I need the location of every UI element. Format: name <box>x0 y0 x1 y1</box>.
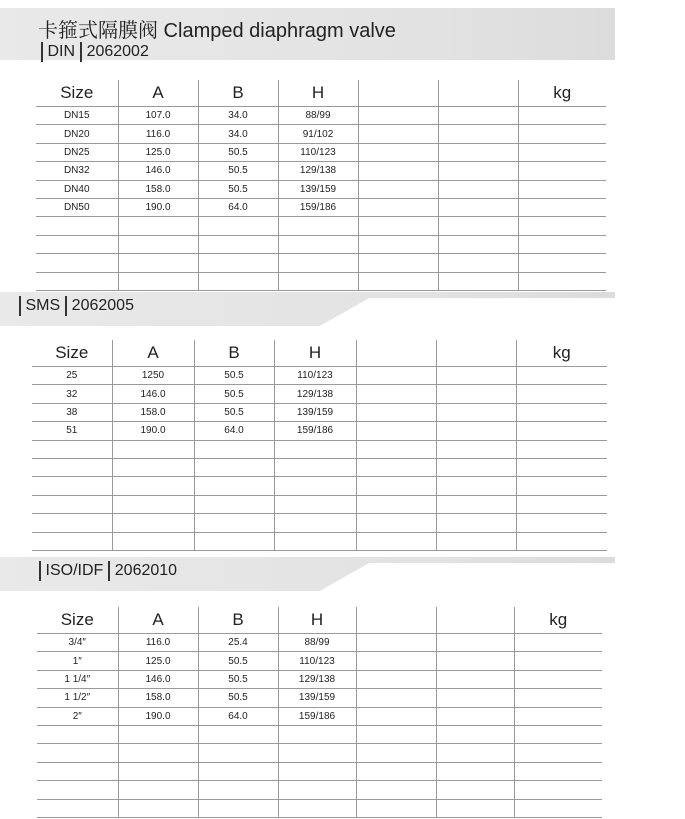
table-cell: 3/4″ <box>37 634 118 652</box>
table-cell: DN20 <box>36 125 118 143</box>
table-cell <box>358 125 438 143</box>
table-cell <box>278 762 356 780</box>
spec-table-sms <box>32 340 607 551</box>
divider <box>80 42 82 62</box>
table-row <box>32 367 607 385</box>
table-cell: DN15 <box>36 107 118 125</box>
divider <box>65 296 67 316</box>
table-cell <box>118 799 198 817</box>
table-cell <box>278 781 356 799</box>
table-row <box>32 403 607 421</box>
section-header-din <box>36 42 149 62</box>
table-cell: 146.0 <box>112 385 194 403</box>
table-row <box>36 254 606 272</box>
column-header: A <box>118 80 198 107</box>
table-cell <box>194 532 274 550</box>
table-cell <box>278 235 358 253</box>
table-cell: 158.0 <box>118 180 198 198</box>
table-cell <box>436 707 514 725</box>
table-cell <box>436 762 514 780</box>
table-cell <box>518 272 606 290</box>
table-row <box>36 143 606 161</box>
column-header <box>356 340 436 367</box>
table-cell <box>356 532 436 550</box>
table-cell <box>358 162 438 180</box>
table-cell <box>438 272 518 290</box>
table-cell <box>356 634 436 652</box>
table-row <box>36 235 606 253</box>
table-cell <box>198 235 278 253</box>
table-cell <box>516 403 607 421</box>
table-cell: 91/102 <box>278 125 358 143</box>
table-cell <box>518 217 606 235</box>
table-cell <box>514 799 602 817</box>
table-cell <box>278 799 356 817</box>
column-header: H <box>274 340 356 367</box>
table-cell <box>356 725 436 743</box>
table-cell: 1″ <box>37 652 118 670</box>
table-cell <box>37 744 118 762</box>
table-cell: DN50 <box>36 198 118 216</box>
table-cell <box>436 422 516 440</box>
column-header: kg <box>518 80 606 107</box>
table-cell <box>356 458 436 476</box>
table-cell: 50.5 <box>198 689 278 707</box>
table-cell: 139/159 <box>274 403 356 421</box>
table-row <box>37 781 602 799</box>
table-row <box>37 670 602 688</box>
divider <box>39 561 41 581</box>
table-cell <box>356 514 436 532</box>
table-cell <box>436 799 514 817</box>
table-cell <box>274 514 356 532</box>
table-cell <box>436 458 516 476</box>
table-cell <box>274 458 356 476</box>
table-row <box>32 477 607 495</box>
standard-label: DIN <box>47 43 76 61</box>
table-cell: 2″ <box>37 707 118 725</box>
table-cell <box>32 532 112 550</box>
table-header-row <box>32 340 607 367</box>
table-cell <box>278 272 358 290</box>
table-row <box>36 198 606 216</box>
table-cell <box>112 532 194 550</box>
table-cell <box>518 180 606 198</box>
table-cell <box>356 477 436 495</box>
table-cell <box>436 670 514 688</box>
table-cell <box>118 272 198 290</box>
table-cell <box>436 495 516 513</box>
table-cell <box>356 670 436 688</box>
table-row <box>37 744 602 762</box>
table-cell <box>438 143 518 161</box>
table-cell <box>518 198 606 216</box>
table-cell: DN32 <box>36 162 118 180</box>
table-cell <box>514 652 602 670</box>
table-header-row <box>37 607 602 634</box>
table-cell <box>436 689 514 707</box>
table-cell <box>436 634 514 652</box>
table-cell <box>356 781 436 799</box>
table-cell: 88/99 <box>278 634 356 652</box>
table-cell <box>274 495 356 513</box>
table-cell <box>356 385 436 403</box>
table-cell <box>438 254 518 272</box>
table-row <box>32 532 607 550</box>
table-cell: 158.0 <box>118 689 198 707</box>
column-header: Size <box>37 607 118 634</box>
table-row <box>32 514 607 532</box>
table-cell <box>37 762 118 780</box>
table-cell <box>358 198 438 216</box>
table-cell <box>518 254 606 272</box>
column-header: H <box>278 607 356 634</box>
table-header-row <box>36 80 606 107</box>
table-cell: 50.5 <box>198 162 278 180</box>
table-cell <box>356 422 436 440</box>
table-row <box>36 125 606 143</box>
table-cell <box>358 254 438 272</box>
table-cell: 139/159 <box>278 180 358 198</box>
table-row <box>32 458 607 476</box>
table-cell <box>36 235 118 253</box>
table-cell: 25 <box>32 367 112 385</box>
table-cell: 159/186 <box>274 422 356 440</box>
table-cell <box>436 403 516 421</box>
table-cell <box>356 744 436 762</box>
table-row <box>37 707 602 725</box>
table-cell <box>118 744 198 762</box>
table-cell: 25.4 <box>198 634 278 652</box>
standard-label: SMS <box>25 297 61 315</box>
table-cell: 159/186 <box>278 198 358 216</box>
table-cell: 125.0 <box>118 652 198 670</box>
column-header: kg <box>514 607 602 634</box>
column-header: B <box>198 607 278 634</box>
table-cell: 190.0 <box>118 707 198 725</box>
column-header: kg <box>516 340 607 367</box>
section-header-sms <box>19 296 134 316</box>
table-row <box>37 799 602 817</box>
table-cell <box>436 725 514 743</box>
table-cell <box>438 235 518 253</box>
part-code: 2062005 <box>71 297 134 315</box>
table-row <box>32 495 607 513</box>
table-cell <box>112 458 194 476</box>
divider <box>108 561 110 581</box>
table-cell <box>36 217 118 235</box>
column-header: A <box>112 340 194 367</box>
standard-label: ISO/IDF <box>45 562 104 580</box>
table-cell: 64.0 <box>198 198 278 216</box>
table-cell <box>37 725 118 743</box>
table-cell <box>514 707 602 725</box>
table-cell <box>436 514 516 532</box>
column-header: Size <box>36 80 118 107</box>
table-cell <box>518 162 606 180</box>
table-cell <box>198 762 278 780</box>
table-cell <box>436 440 516 458</box>
table-cell <box>518 107 606 125</box>
table-cell <box>516 367 607 385</box>
table-cell <box>358 180 438 198</box>
table-cell: 116.0 <box>118 125 198 143</box>
part-code: 2062010 <box>114 562 178 580</box>
table-cell <box>194 495 274 513</box>
table-cell: 139/159 <box>278 689 356 707</box>
table-cell <box>32 477 112 495</box>
table-cell <box>518 235 606 253</box>
table-cell <box>358 143 438 161</box>
table-cell: 34.0 <box>198 107 278 125</box>
table-cell <box>274 477 356 495</box>
table-cell <box>514 634 602 652</box>
column-header: B <box>198 80 278 107</box>
table-row <box>37 652 602 670</box>
table-cell: 38 <box>32 403 112 421</box>
table-cell <box>358 235 438 253</box>
table-cell: 1 1/2″ <box>37 689 118 707</box>
table-cell <box>518 143 606 161</box>
spec-table-din <box>36 80 606 291</box>
table-cell <box>438 217 518 235</box>
table-cell: 32 <box>32 385 112 403</box>
table-cell <box>112 495 194 513</box>
table-cell: 50.5 <box>194 403 274 421</box>
table-cell <box>198 725 278 743</box>
table-cell <box>516 495 607 513</box>
column-header <box>436 340 516 367</box>
table-cell <box>194 477 274 495</box>
table-cell <box>32 440 112 458</box>
table-cell: 125.0 <box>118 143 198 161</box>
table-cell <box>438 125 518 143</box>
table-cell <box>118 725 198 743</box>
table-cell <box>32 458 112 476</box>
table-cell <box>274 532 356 550</box>
divider <box>19 296 21 316</box>
table-cell <box>514 725 602 743</box>
column-header: A <box>118 607 198 634</box>
table-cell <box>438 198 518 216</box>
table-cell <box>278 217 358 235</box>
table-cell <box>37 781 118 799</box>
table-cell <box>198 254 278 272</box>
table-cell: 1 1/4″ <box>37 670 118 688</box>
table-cell <box>438 180 518 198</box>
table-cell <box>514 781 602 799</box>
section-header-iso <box>34 561 177 581</box>
column-header <box>356 607 436 634</box>
column-header: H <box>278 80 358 107</box>
table-cell <box>436 477 516 495</box>
table-cell <box>516 514 607 532</box>
table-cell: 64.0 <box>198 707 278 725</box>
table-cell <box>518 125 606 143</box>
table-cell: 129/138 <box>274 385 356 403</box>
table-cell: 50.5 <box>194 367 274 385</box>
table-cell <box>118 235 198 253</box>
table-cell <box>436 367 516 385</box>
column-header <box>438 80 518 107</box>
table-cell <box>514 689 602 707</box>
table-cell <box>514 670 602 688</box>
page-title: 卡箍式隔膜阀 Clamped diaphragm valve <box>38 20 396 42</box>
table-row <box>37 725 602 743</box>
divider <box>41 42 43 62</box>
table-cell: 116.0 <box>118 634 198 652</box>
table-row <box>36 162 606 180</box>
table-cell <box>198 272 278 290</box>
table-cell <box>37 799 118 817</box>
table-cell <box>278 254 358 272</box>
table-row <box>37 762 602 780</box>
table-cell: 50.5 <box>198 143 278 161</box>
table-cell <box>198 217 278 235</box>
table-row <box>36 180 606 198</box>
table-cell: 1250 <box>112 367 194 385</box>
table-cell <box>198 799 278 817</box>
table-cell <box>356 440 436 458</box>
table-cell <box>194 458 274 476</box>
table-cell <box>36 272 118 290</box>
table-cell: 110/123 <box>278 143 358 161</box>
table-cell: 64.0 <box>194 422 274 440</box>
table-cell: 88/99 <box>278 107 358 125</box>
table-cell <box>198 781 278 799</box>
table-row <box>32 385 607 403</box>
table-cell: 34.0 <box>198 125 278 143</box>
table-cell: 159/186 <box>278 707 356 725</box>
table-row <box>32 440 607 458</box>
table-cell <box>274 440 356 458</box>
table-cell <box>516 477 607 495</box>
table-cell <box>514 762 602 780</box>
table-cell <box>194 514 274 532</box>
table-cell <box>356 689 436 707</box>
part-code: 2062002 <box>86 43 149 61</box>
table-cell <box>118 781 198 799</box>
table-cell <box>436 652 514 670</box>
table-cell <box>358 272 438 290</box>
table-cell <box>32 495 112 513</box>
table-cell: 146.0 <box>118 162 198 180</box>
table-cell <box>438 107 518 125</box>
table-cell: 50.5 <box>198 180 278 198</box>
table-cell <box>278 725 356 743</box>
table-cell: 129/138 <box>278 162 358 180</box>
table-cell: 50.5 <box>198 670 278 688</box>
table-cell <box>278 744 356 762</box>
table-row <box>36 217 606 235</box>
table-cell <box>118 254 198 272</box>
table-cell <box>436 781 514 799</box>
table-cell: 129/138 <box>278 670 356 688</box>
table-cell <box>356 495 436 513</box>
table-cell: DN40 <box>36 180 118 198</box>
table-cell <box>356 403 436 421</box>
table-cell: 50.5 <box>194 385 274 403</box>
table-cell: 190.0 <box>118 198 198 216</box>
table-row <box>37 689 602 707</box>
table-cell <box>356 799 436 817</box>
table-cell <box>516 422 607 440</box>
table-cell: 146.0 <box>118 670 198 688</box>
table-cell <box>358 217 438 235</box>
table-cell <box>436 744 514 762</box>
table-cell <box>32 514 112 532</box>
spec-table-iso <box>37 607 602 818</box>
table-cell: 51 <box>32 422 112 440</box>
table-cell <box>356 367 436 385</box>
table-cell <box>514 744 602 762</box>
table-cell <box>516 458 607 476</box>
table-row <box>36 107 606 125</box>
table-cell: DN25 <box>36 143 118 161</box>
table-cell: 190.0 <box>112 422 194 440</box>
table-cell: 107.0 <box>118 107 198 125</box>
table-cell <box>356 762 436 780</box>
table-cell <box>36 254 118 272</box>
table-cell: 110/123 <box>274 367 356 385</box>
column-header: Size <box>32 340 112 367</box>
table-cell <box>436 532 516 550</box>
table-cell: 110/123 <box>278 652 356 670</box>
table-cell <box>112 440 194 458</box>
table-row <box>37 634 602 652</box>
table-cell <box>198 744 278 762</box>
table-cell <box>118 762 198 780</box>
table-cell: 50.5 <box>198 652 278 670</box>
column-header: B <box>194 340 274 367</box>
table-row <box>32 422 607 440</box>
table-cell <box>118 217 198 235</box>
table-cell <box>516 385 607 403</box>
table-cell: 158.0 <box>112 403 194 421</box>
table-cell <box>194 440 274 458</box>
table-cell <box>358 107 438 125</box>
table-cell <box>516 440 607 458</box>
table-row <box>36 272 606 290</box>
column-header <box>436 607 514 634</box>
table-cell <box>112 477 194 495</box>
column-header <box>358 80 438 107</box>
table-cell <box>112 514 194 532</box>
table-cell <box>356 707 436 725</box>
table-cell <box>438 162 518 180</box>
table-cell <box>516 532 607 550</box>
table-cell <box>356 652 436 670</box>
table-cell <box>436 385 516 403</box>
